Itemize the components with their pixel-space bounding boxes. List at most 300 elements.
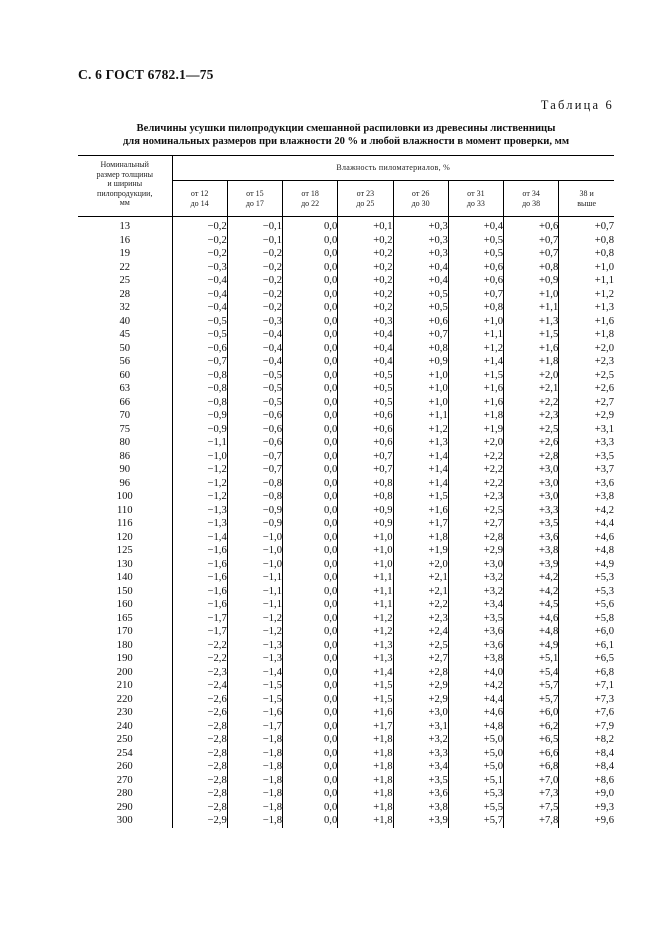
page-header: С. 6 ГОСТ 6782.1—75 [78,67,214,82]
shrinkage-cell: +6,8 [594,666,614,678]
shrinkage-cell: 0,0 [283,571,338,585]
shrinkage-cell: −1,5 [227,693,282,707]
table-row [78,409,614,423]
range-to: до 33 [466,198,485,208]
shrinkage-cell: +4,4 [448,693,503,707]
nominal-size-cell: 240 [78,720,172,734]
shrinkage-cell: +2,2 [448,477,503,491]
shrinkage-cell: +1,4 [393,450,448,464]
table-row [78,382,614,396]
shrinkage-cell: −0,1 [227,234,282,248]
shrinkage-cell: −0,7 [227,463,282,477]
shrinkage-cell: +1,1 [338,585,393,599]
moisture-range-header [504,181,559,217]
shrinkage-cell: −0,8 [227,477,282,491]
table-row [78,477,614,491]
shrinkage-cell: +3,0 [504,490,559,504]
shrinkage-cell: −1,4 [227,666,282,680]
shrinkage-cell: +9,0 [594,788,614,799]
shrinkage-cell: +1,5 [448,369,503,383]
shrinkage-cell: +1,6 [504,342,559,356]
shrinkage-cell: +3,0 [448,558,503,572]
shrinkage-cell: +2,8 [504,450,559,464]
nominal-size-cell: 210 [78,679,172,693]
shrinkage-cell: −1,3 [227,639,282,653]
shrinkage-cell: 0,0 [283,774,338,788]
shrinkage-cell: −0,4 [227,355,282,369]
shrinkage-cell: −0,8 [172,396,227,410]
shrinkage-cell: +5,0 [448,760,503,774]
shrinkage-cell: −0,8 [172,369,227,383]
shrinkage-cell: +3,8 [594,491,614,502]
shrinkage-cell: +1,5 [338,679,393,693]
shrinkage-cell: −1,7 [227,720,282,734]
shrinkage-cell: 0,0 [283,504,338,518]
nominal-size-cell: 120 [78,531,172,545]
shrinkage-cell: 0,0 [283,328,338,342]
shrinkage-cell: 0,0 [283,301,338,315]
shrinkage-cell: +1,1 [338,571,393,585]
shrinkage-cell: −1,3 [172,517,227,531]
shrinkage-cell: −0,8 [227,490,282,504]
shrinkage-cell: +1,0 [504,288,559,302]
shrinkage-cell: +1,2 [338,612,393,626]
shrinkage-cell: +1,4 [448,355,503,369]
shrinkage-cell: +3,2 [448,571,503,585]
shrinkage-cell: +6,8 [504,760,559,774]
shrinkage-cell: 0,0 [283,531,338,545]
shrinkage-cell: +1,0 [594,261,614,273]
shrinkage-cell: +8,4 [594,747,614,759]
shrinkage-cell: +1,0 [338,558,393,572]
shrinkage-cell: +1,8 [504,355,559,369]
shrinkage-cell: −0,9 [227,517,282,531]
shrinkage-cell: +3,3 [504,504,559,518]
shrinkage-cell: 0,0 [283,801,338,815]
shrinkage-cell: −1,7 [172,625,227,639]
shrinkage-cell: +0,9 [338,517,393,531]
shrinkage-cell: −1,6 [172,598,227,612]
shrinkage-cell: +4,9 [504,639,559,653]
shrinkage-cell: +3,3 [393,747,448,761]
table-row [78,801,614,815]
shrinkage-cell: −0,4 [172,274,227,288]
moisture-range-header [448,181,503,217]
shrinkage-cell: +0,7 [393,328,448,342]
range-from: от 23 [356,189,375,198]
nominal-size-cell: 63 [78,382,172,396]
table-row [78,490,614,504]
shrinkage-cell: 0,0 [283,436,338,450]
shrinkage-cell: 0,0 [283,463,338,477]
shrinkage-cell: +1,3 [504,315,559,329]
table-row [78,261,614,275]
table-row [78,369,614,383]
shrinkage-cell: +3,0 [504,463,559,477]
table-row [78,247,614,261]
shrinkage-cell: +4,6 [504,612,559,626]
shrinkage-cell: +1,8 [338,774,393,788]
shrinkage-cell: +1,8 [448,409,503,423]
nominal-size-cell: 75 [78,423,172,437]
shrinkage-cell: +1,2 [448,342,503,356]
shrinkage-cell: +8,4 [594,761,614,772]
shrinkage-cell: +2,7 [594,396,614,408]
shrinkage-cell: +1,0 [338,544,393,558]
range-to: до 38 [522,198,541,208]
shrinkage-cell: +7,8 [504,814,559,828]
shrinkage-cell: +0,6 [448,274,503,288]
shrinkage-cell: +1,0 [393,369,448,383]
shrinkage-cell: +1,7 [393,517,448,531]
shrinkage-cell: −0,2 [172,217,227,234]
shrinkage-cell: +0,4 [338,328,393,342]
nominal-size-cell: 96 [78,477,172,491]
shrinkage-cell: +2,2 [393,598,448,612]
shrinkage-cell: −2,3 [172,666,227,680]
shrinkage-cell: +0,7 [504,234,559,248]
shrinkage-cell: +6,0 [504,706,559,720]
shrinkage-cell: +2,4 [393,625,448,639]
shrinkage-cell: −0,3 [172,261,227,275]
shrinkage-cell: −2,2 [172,639,227,653]
shrinkage-cell: 0,0 [283,747,338,761]
table-row [78,814,614,828]
shrinkage-cell: −2,2 [172,652,227,666]
table-row [78,706,614,720]
shrinkage-cell: +2,9 [594,410,614,421]
shrinkage-cell: +0,6 [338,436,393,450]
shrinkage-cell: +5,7 [504,693,559,707]
table-row [78,585,614,599]
shrinkage-cell: +3,6 [594,477,614,489]
shrinkage-cell: +0,5 [338,396,393,410]
table-row [78,571,614,585]
range-to: до 22 [301,198,320,208]
shrinkage-cell: −2,6 [172,706,227,720]
shrinkage-cell: 0,0 [283,720,338,734]
header-row-group [78,156,614,181]
shrinkage-cell: 0,0 [283,355,338,369]
shrinkage-cell: 0,0 [283,706,338,720]
shrinkage-cell: −0,2 [227,247,282,261]
shrinkage-cell: +1,6 [448,396,503,410]
shrinkage-cell: −1,0 [227,544,282,558]
shrinkage-cell: +3,6 [448,625,503,639]
shrinkage-cell: 0,0 [283,274,338,288]
shrinkage-cell: −1,3 [227,652,282,666]
table-row [78,625,614,639]
shrinkage-cell: +2,5 [504,423,559,437]
shrinkage-cell: +7,6 [594,707,614,718]
nominal-size-cell: 100 [78,490,172,504]
shrinkage-cell: +3,0 [504,477,559,491]
shrinkage-cell: +1,6 [448,382,503,396]
table-row [78,301,614,315]
shrinkage-cell: −1,6 [227,706,282,720]
shrinkage-cell: −0,2 [172,234,227,248]
shrinkage-cell: +4,2 [504,585,559,599]
shrinkage-cell: +3,0 [393,706,448,720]
shrinkage-cell: +5,8 [594,612,614,624]
shrinkage-cell: −0,2 [227,301,282,315]
moisture-group-header: Влажность пиломатериалов, % [172,156,614,181]
shrinkage-cell: +3,7 [594,464,614,475]
shrinkage-cell: +6,6 [504,747,559,761]
shrinkage-cell: +5,6 [594,599,614,610]
shrinkage-cell: −1,0 [227,558,282,572]
nominal-size-cell: 25 [78,274,172,288]
shrinkage-cell: +0,6 [504,217,559,234]
shrinkage-cell: +3,6 [393,787,448,801]
shrinkage-cell: −1,0 [172,450,227,464]
shrinkage-cell: −0,2 [227,274,282,288]
shrinkage-cell: −1,6 [172,544,227,558]
table-body [78,217,614,828]
shrinkage-cell: −1,4 [172,531,227,545]
shrinkage-cell: +1,4 [338,666,393,680]
nominal-size-cell: 90 [78,463,172,477]
shrinkage-cell: +3,4 [393,760,448,774]
range-to: до 30 [411,198,430,208]
shrinkage-cell: 0,0 [283,234,338,248]
shrinkage-cell: −0,6 [172,342,227,356]
shrinkage-cell: −1,5 [227,679,282,693]
shrinkage-cell: +5,7 [448,814,503,828]
shrinkage-cell: +3,9 [393,814,448,828]
shrinkage-cell: −0,1 [227,217,282,234]
shrinkage-cell: +1,6 [338,706,393,720]
moisture-range-header [172,181,227,217]
shrinkage-cell: +2,5 [594,369,614,381]
table-row [78,436,614,450]
shrinkage-cell: +0,4 [338,342,393,356]
shrinkage-cell: +1,5 [504,328,559,342]
range-from: от 12 [190,189,209,198]
shrinkage-cell: +0,2 [338,261,393,275]
shrinkage-cell: +2,8 [393,666,448,680]
shrinkage-cell: −2,8 [172,733,227,747]
shrinkage-cell: −0,2 [227,261,282,275]
shrinkage-cell: −0,5 [172,315,227,329]
shrinkage-cell: 0,0 [283,382,338,396]
shrinkage-cell: +1,8 [338,760,393,774]
shrinkage-cell: +2,9 [393,679,448,693]
shrinkage-cell: +4,2 [448,679,503,693]
shrinkage-cell: +6,5 [594,653,614,664]
shrinkage-cell: +0,6 [448,261,503,275]
shrinkage-cell: +1,2 [338,625,393,639]
shrinkage-cell: +1,1 [393,409,448,423]
shrinkage-cell: +7,9 [594,720,614,732]
shrinkage-cell: −1,1 [227,585,282,599]
shrinkage-cell: 0,0 [283,760,338,774]
shrinkage-cell: −1,2 [227,612,282,626]
shrinkage-cell: −0,4 [227,328,282,342]
shrinkage-cell: +4,2 [504,571,559,585]
shrinkage-cell: +2,9 [448,544,503,558]
shrinkage-cell: +0,5 [448,247,503,261]
shrinkage-cell: −0,8 [172,382,227,396]
shrinkage-cell: 0,0 [283,787,338,801]
shrinkage-cell: −1,8 [227,733,282,747]
shrinkage-cell: +2,6 [594,383,614,394]
shrinkage-cell: +1,9 [393,544,448,558]
table-row [78,733,614,747]
nominal-size-cell: 13 [78,217,172,234]
shrinkage-cell: +1,3 [338,652,393,666]
shrinkage-cell: 0,0 [283,733,338,747]
shrinkage-cell: +3,6 [504,531,559,545]
size-header-line: и ширины [107,179,143,188]
shrinkage-cell: +4,6 [448,706,503,720]
nominal-size-cell: 66 [78,396,172,410]
shrinkage-cell: +5,4 [504,666,559,680]
shrinkage-cell: −0,4 [172,288,227,302]
nominal-size-cell: 60 [78,369,172,383]
shrinkage-cell: +0,2 [338,288,393,302]
shrinkage-cell: +4,9 [594,558,614,570]
shrinkage-cell: −0,6 [227,409,282,423]
shrinkage-cell: 0,0 [283,666,338,680]
nominal-size-cell: 130 [78,558,172,572]
shrinkage-cell: +1,0 [338,531,393,545]
shrinkage-cell: −0,6 [227,436,282,450]
shrinkage-cell: +6,5 [504,733,559,747]
shrinkage-cell: +1,5 [393,490,448,504]
shrinkage-cell: +2,1 [393,585,448,599]
shrinkage-cell: +7,3 [594,693,614,705]
shrinkage-cell: +7,3 [504,787,559,801]
shrinkage-cell: −1,1 [227,598,282,612]
shrinkage-cell: +5,7 [504,679,559,693]
shrinkage-cell: +5,3 [448,787,503,801]
shrinkage-cell: +8,6 [594,774,614,786]
shrinkage-cell: +3,3 [594,437,614,448]
range-to: до 25 [356,198,375,208]
shrinkage-cell: −2,8 [172,787,227,801]
shrinkage-cell: 0,0 [283,639,338,653]
shrinkage-cell: +3,8 [504,544,559,558]
size-header-line: мм [119,198,130,207]
shrinkage-cell: +0,2 [338,301,393,315]
shrinkage-cell: 0,0 [283,598,338,612]
shrinkage-cell: +1,7 [338,720,393,734]
shrinkage-cell: 0,0 [283,679,338,693]
shrinkage-cell: +3,5 [393,774,448,788]
shrinkage-cell: +0,3 [393,217,448,234]
moisture-range-header [227,181,282,217]
shrinkage-cell: 0,0 [283,423,338,437]
nominal-size-cell: 160 [78,598,172,612]
shrinkage-cell: +0,9 [504,274,559,288]
range-to: до 17 [245,198,264,208]
range-from: от 34 [522,189,540,198]
shrinkage-cell: +6,0 [594,626,614,637]
table-row [78,679,614,693]
moisture-range-header [559,181,614,217]
shrinkage-cell: +1,1 [504,301,559,315]
nominal-size-cell: 190 [78,652,172,666]
moisture-range-header [283,181,338,217]
shrinkage-cell: +1,4 [393,477,448,491]
shrinkage-cell: −1,2 [172,490,227,504]
shrinkage-cell: +2,5 [448,504,503,518]
shrinkage-cell: +0,6 [338,409,393,423]
shrinkage-cell: +0,2 [338,234,393,248]
range-to: выше [577,198,597,208]
shrinkage-cell: +4,4 [594,518,614,529]
shrinkage-cell: +4,8 [448,720,503,734]
nominal-size-cell: 220 [78,693,172,707]
shrinkage-cell: −0,3 [227,315,282,329]
shrinkage-cell: +1,1 [594,275,614,286]
shrinkage-cell: 0,0 [283,814,338,828]
table-row [78,328,614,342]
nominal-size-cell: 270 [78,774,172,788]
shrinkage-cell: 0,0 [283,247,338,261]
nominal-size-cell: 260 [78,760,172,774]
shrinkage-table [78,155,614,828]
shrinkage-cell: +1,1 [338,598,393,612]
shrinkage-cell: −0,5 [227,382,282,396]
shrinkage-cell: −2,8 [172,720,227,734]
shrinkage-cell: +3,1 [393,720,448,734]
shrinkage-cell: +5,1 [448,774,503,788]
shrinkage-cell: +0,6 [338,423,393,437]
table-row [78,288,614,302]
table-row [78,774,614,788]
table-caption [78,122,614,148]
shrinkage-cell: +0,3 [393,247,448,261]
shrinkage-cell: −2,9 [172,814,227,828]
table-row [78,355,614,369]
range-from: от 26 [411,189,430,198]
shrinkage-cell: +4,6 [594,531,614,543]
table-row [78,423,614,437]
shrinkage-cell: −1,2 [172,463,227,477]
shrinkage-cell: −1,6 [172,585,227,599]
nominal-size-cell: 290 [78,801,172,815]
nominal-size-cell: 28 [78,288,172,302]
table-row [78,720,614,734]
shrinkage-cell: +1,0 [448,315,503,329]
nominal-size-cell: 200 [78,666,172,680]
shrinkage-cell: 0,0 [283,450,338,464]
table-row [78,558,614,572]
shrinkage-cell: 0,0 [283,544,338,558]
shrinkage-cell: +3,8 [448,652,503,666]
shrinkage-cell: +0,8 [448,301,503,315]
shrinkage-cell: −1,8 [227,760,282,774]
shrinkage-cell: +1,8 [338,814,393,828]
nominal-size-cell: 70 [78,409,172,423]
shrinkage-cell: −1,0 [227,531,282,545]
shrinkage-cell: +7,1 [594,680,614,691]
nominal-size-cell: 56 [78,355,172,369]
nominal-size-cell: 19 [78,247,172,261]
shrinkage-cell: +2,3 [594,356,614,367]
shrinkage-cell: +0,7 [338,463,393,477]
shrinkage-cell: 0,0 [283,558,338,572]
shrinkage-cell: +6,1 [594,639,614,651]
caption-line-1: Величины усушки пилопродукции смешанной распиловки из древесины лиственницы [136,123,556,134]
table-row [78,693,614,707]
shrinkage-cell: −1,8 [227,801,282,815]
shrinkage-cell: +1,6 [393,504,448,518]
shrinkage-cell: −0,9 [172,423,227,437]
size-header-line: пилопродукции, [97,188,153,198]
